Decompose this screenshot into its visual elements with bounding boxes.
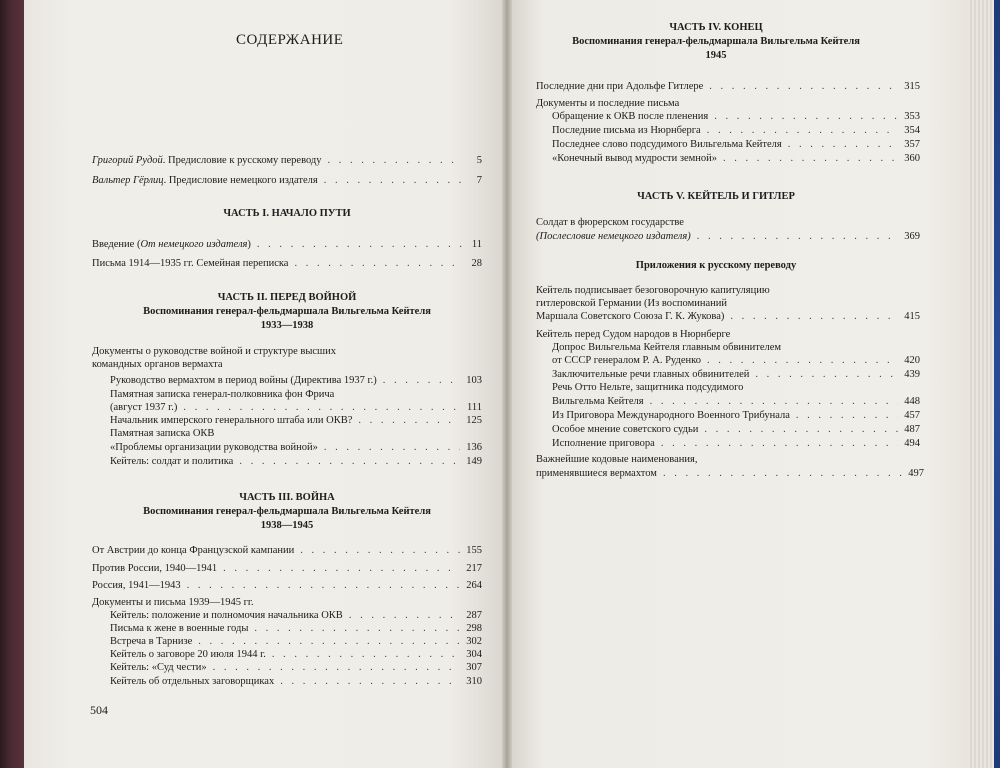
toc-entry[interactable] — [110, 635, 482, 648]
leader-dots — [187, 579, 461, 592]
page-ref: 357 — [904, 139, 920, 150]
entry-title: Обращение к ОКВ после пленения — [552, 111, 709, 122]
entry-title: Против России, 1940—1941 — [92, 563, 218, 574]
leader-dots — [223, 562, 460, 575]
toc-entry[interactable] — [552, 368, 920, 381]
entry-title-post: ) — [247, 239, 251, 250]
page-ref: 149 — [466, 456, 482, 467]
toc-entry[interactable] — [552, 423, 920, 436]
leader-dots — [730, 310, 898, 323]
entry-title: Кейтель о заговоре 20 июля 1944 г. — [110, 649, 266, 660]
toc-entry[interactable] — [110, 401, 482, 414]
page-ref: 125 — [466, 415, 482, 426]
page-ref: 369 — [904, 231, 920, 242]
toc-entry[interactable] — [552, 354, 920, 367]
book-gutter — [502, 0, 512, 768]
page-ref: 264 — [466, 580, 482, 591]
entry-title: Россия, 1941—1943 — [92, 580, 181, 591]
toc-entry-preface-de[interactable] — [92, 174, 482, 187]
entry-title: Кейтель: солдат и политика — [110, 456, 234, 467]
entry-title-italic: От немецкого издателя — [140, 239, 248, 250]
page-ref: 457 — [904, 410, 920, 421]
entry-title: Последнее слово подсудимого Вильгельма Кейтеля — [552, 139, 782, 150]
leader-dots — [294, 257, 462, 270]
toc-entry[interactable] — [110, 648, 482, 661]
leader-dots — [707, 354, 898, 367]
leader-dots — [663, 467, 902, 480]
toc-group-line: командных органов вермахта — [92, 359, 223, 370]
entry-title: Особое мнение советского судьи — [552, 424, 699, 435]
leader-dots — [709, 80, 898, 93]
entry-title: от СССР генералом Р. А. Руденко — [552, 355, 701, 366]
leader-dots — [704, 423, 898, 436]
author-name: Вальтер Гёрлиц — [92, 175, 164, 186]
entry-title: Кейтель: положение и полномочия начальника ОКВ — [110, 610, 343, 621]
toc-entry-line[interactable]: Солдат в фюрерском государстве — [536, 217, 684, 228]
page-number: 504 — [90, 703, 108, 717]
leader-dots — [707, 124, 899, 137]
page-ref: 307 — [466, 662, 482, 673]
page-ref: 304 — [466, 649, 482, 660]
entry-title: применявшиеся вермахтом — [536, 468, 657, 479]
toc-entry[interactable] — [552, 110, 920, 123]
toc-entry-line[interactable]: Памятная записка ОКВ — [110, 428, 215, 439]
entry-title: . Предисловие немецкого издателя — [163, 175, 318, 186]
toc-group-line: Документы о руководстве войной и структуре высших — [92, 346, 337, 357]
toc-entry[interactable] — [92, 562, 482, 575]
leader-dots — [788, 138, 899, 151]
part-1-title: ЧАСТЬ I. НАЧАЛО ПУТИ — [223, 208, 351, 219]
leader-dots — [796, 409, 898, 422]
entry-title: «Конечный вывод мудрости земной» — [552, 153, 718, 164]
page-ref: 217 — [466, 563, 482, 574]
leader-dots — [213, 661, 461, 674]
page-ref: 497 — [908, 468, 924, 479]
part-3-subtitle: Воспоминания генерал-фельдмаршала Вильгельма Кейтеля — [143, 506, 431, 517]
page-ref: 354 — [904, 125, 920, 136]
entry-title: Последние дни при Адольфе Гитлере — [536, 81, 704, 92]
entry-title: Заключительные речи главных обвинителей — [552, 369, 750, 380]
part-2-subtitle: Воспоминания генерал-фельдмаршала Вильгельма Кейтеля — [143, 306, 431, 317]
leader-dots — [349, 609, 460, 622]
toc-entry[interactable] — [536, 80, 920, 93]
entry-title: Исполнение приговора — [552, 438, 655, 449]
leader-dots — [300, 544, 460, 557]
leader-dots — [183, 401, 461, 414]
entry-title: . Предисловие к русскому переводу — [162, 155, 322, 166]
book-page-edges-right — [968, 0, 1000, 768]
leader-dots — [280, 675, 460, 688]
page-ref: 155 — [466, 545, 482, 556]
entry-title: Письма к жене в военные годы — [110, 623, 249, 634]
leader-dots — [714, 110, 898, 123]
appendix-title: Приложения к русскому переводу — [635, 260, 797, 271]
toc-entry[interactable] — [110, 441, 482, 454]
toc-group-line: Кейтель перед Судом народов в Нюрнберге — [536, 329, 731, 340]
entry-title: Вильгельма Кейтеля — [552, 396, 644, 407]
leader-dots — [328, 154, 462, 167]
part-5-title: ЧАСТЬ V. КЕЙТЕЛЬ И ГИТЛЕР — [637, 191, 795, 202]
part-4-subtitle: Воспоминания генерал-фельдмаршала Вильгельма Кейтеля — [572, 36, 860, 47]
leader-dots — [723, 152, 898, 165]
leader-dots — [383, 374, 460, 387]
page-ref: 5 — [476, 155, 482, 166]
page-ref: 302 — [466, 636, 482, 647]
page-ref: 487 — [904, 424, 920, 435]
entry-title: Начальник имперского генерального штаба или ОКВ? — [110, 415, 353, 426]
toc-entry-line[interactable]: Допрос Вильгельма Кейтеля главным обвинителем — [552, 342, 782, 353]
toc-entry-preface-ru[interactable] — [92, 154, 482, 167]
leader-dots — [661, 437, 898, 450]
page-ref: 315 — [904, 81, 920, 92]
entry-title: «Проблемы организации руководства войной» — [110, 442, 318, 453]
toc-entry-line[interactable]: Важнейшие кодовые наименования, — [536, 454, 698, 465]
toc-entry-letters-1914[interactable] — [92, 257, 482, 270]
part-3-title: ЧАСТЬ III. ВОЙНА — [239, 492, 335, 503]
author-name: Григорий Рудой — [92, 155, 163, 166]
toc-entry[interactable] — [552, 437, 920, 450]
page-ref: 298 — [466, 623, 482, 634]
toc-entry[interactable] — [110, 661, 482, 674]
toc-entry[interactable] — [110, 675, 482, 688]
page-ref: 287 — [466, 610, 482, 621]
leader-dots — [755, 368, 898, 381]
toc-entry[interactable] — [552, 138, 920, 151]
toc-entry[interactable] — [110, 609, 482, 622]
toc-entry[interactable] — [110, 455, 482, 468]
page-ref: 415 — [904, 311, 920, 322]
entry-title: Последние письма из Нюрнберга — [552, 125, 701, 136]
entry-title: Из Приговора Международного Военного Трибунала — [552, 410, 790, 421]
toc-entry-introduction[interactable] — [92, 238, 482, 251]
page-ref: 111 — [467, 402, 482, 413]
toc-entry[interactable] — [110, 622, 482, 635]
page-ref: 103 — [466, 375, 482, 386]
toc-entry[interactable] — [536, 310, 920, 323]
entry-title-pre: Введение ( — [92, 239, 141, 250]
toc-entry-line[interactable]: Памятная записка генерал-полковника фон Фрича — [110, 389, 335, 400]
entry-title: Кейтель: «Суд чести» — [110, 662, 207, 673]
toc-entry-line[interactable]: Кейтель подписывает безоговорочную капитуляцию — [536, 285, 770, 296]
toc-entry[interactable] — [552, 395, 920, 408]
leader-dots — [358, 414, 460, 427]
toc-entry[interactable] — [110, 414, 482, 427]
entry-title: Письма 1914—1935 гг. Семейная переписка — [92, 258, 289, 269]
leader-dots — [324, 441, 460, 454]
toc-entry[interactable] — [92, 579, 482, 592]
part-3-years: 1938—1945 — [260, 520, 314, 531]
toc-entry-line[interactable]: Речь Отто Нельте, защитника подсудимого — [552, 382, 744, 393]
part-2-years: 1933—1938 — [260, 320, 314, 331]
leader-dots — [198, 635, 460, 648]
entry-title: (Послесловие немецкого издателя) — [536, 231, 691, 242]
page-ref: 310 — [466, 676, 482, 687]
page-ref: 7 — [476, 175, 482, 186]
page-ref: 28 — [471, 258, 482, 269]
entry-title: От Австрии до конца Французской кампании — [92, 545, 295, 556]
page-ref: 494 — [904, 438, 920, 449]
entry-title: Маршала Советского Союза Г. К. Жукова) — [536, 311, 725, 322]
page-ref: 448 — [904, 396, 920, 407]
toc-entry[interactable] — [552, 409, 920, 422]
toc-entry[interactable] — [92, 544, 482, 557]
page-ref: 420 — [904, 355, 920, 366]
toc-entry[interactable] — [110, 374, 482, 387]
entry-title: Встреча в Тарнизе — [110, 636, 193, 647]
leader-dots — [254, 622, 460, 635]
leader-dots — [239, 455, 460, 468]
toc-entry[interactable] — [552, 124, 920, 137]
page-ref: 439 — [904, 369, 920, 380]
part-2-title: ЧАСТЬ II. ПЕРЕД ВОЙНОЙ — [217, 292, 357, 303]
page-ref: 136 — [466, 442, 482, 453]
page-ref: 11 — [471, 239, 482, 250]
part-4-title: ЧАСТЬ IV. КОНЕЦ — [669, 22, 763, 33]
leader-dots — [650, 395, 899, 408]
toc-heading: СОДЕРЖАНИЕ — [236, 32, 344, 48]
leader-dots — [272, 648, 460, 661]
page-ref: 353 — [904, 111, 920, 122]
entry-title: (август 1937 г.) — [110, 402, 178, 413]
leader-dots — [257, 238, 462, 251]
entry-title: Руководство вермахтом в период войны (Директива 1937 г.) — [110, 375, 377, 386]
toc-group-line: Документы и последние письма — [536, 98, 680, 109]
toc-entry[interactable] — [536, 467, 924, 480]
part-4-years: 1945 — [705, 50, 727, 61]
leader-dots — [697, 230, 899, 243]
toc-entry[interactable] — [552, 152, 920, 165]
page-ref: 360 — [904, 153, 920, 164]
toc-entry-line[interactable]: гитлеровской Германии (Из воспоминаний — [536, 298, 727, 309]
leader-dots — [324, 174, 462, 187]
toc-entry[interactable] — [536, 230, 920, 243]
toc-group-line: Документы и письма 1939—1945 гг. — [92, 597, 254, 608]
entry-title: Кейтель об отдельных заговорщиках — [110, 676, 275, 687]
